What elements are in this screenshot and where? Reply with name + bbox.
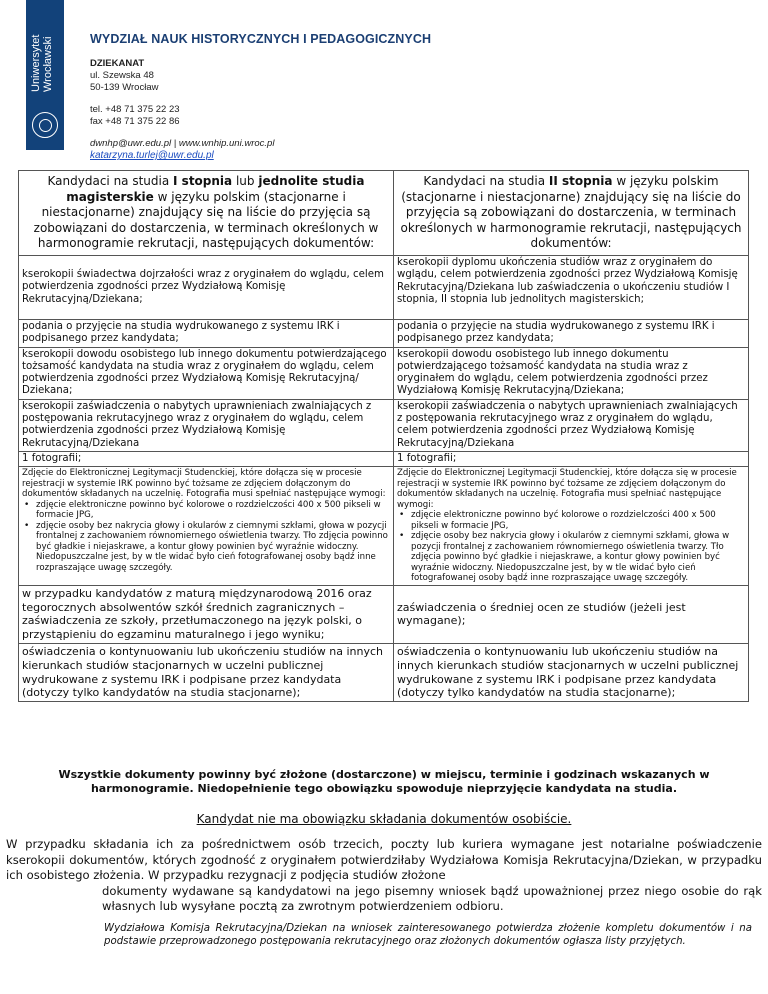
university-seal-icon — [32, 112, 58, 138]
table-cell: w przypadku kandydatów z maturą międzynarodową 2016 oraz tegorocznych absolwentów szkół średnich zagranicznych – zaświadczenia ze szkoły, przetłumaczonego na język polski, o przystąpieniu do egzaminu maturalnego i jego wyniku; — [19, 585, 394, 643]
table-cell: kserokopii dowodu osobistego lub innego dokumentu potwierdzającego tożsamość kandydata na studia wraz z oryginałem do wglądu, celem potwierdzenia zgodności przez Wydziałową Komisję Rekrutacyjną/Dziekana; — [394, 347, 749, 399]
letterhead — [90, 32, 431, 161]
list-item: • zdjęcie osoby bez nakrycia głowy i okularów z ciemnymi szkłami, głowa w pozycji frontalnej z zachowaniem równomiernego oświetlenia twarzy. Tło zdjęcia powinno być gładkie i niejaskrawe, a kontur głowy powinien być wyraźnie widoczny. Niedopuszczalne jest, by w tle widać było cień fotografowanej osoby bądź inne rozpraszające uwagę szczegóły. — [407, 531, 745, 584]
photo-requirements-cell: Zdjęcie do Elektronicznej Legitymacji Studenckiej, które dołącza się w procesie rejestracji w systemie IRK powinno być tożsame ze zdjęciem dołączonym do dokumentów składanych na uczelnię. Fotografia musi spełniać następujące wymogi: • zdjęcie elektroniczne powinno być kolorowe o rozdzielczości 400 x 500 pikseli w formacie JPG, • zdjęcie osoby bez nakrycia głowy i okularów z ciemnymi szkłami, głowa w pozycji frontalnej z zachowaniem równomiernego oświetlenia twarzy. Tło zdjęcia powinno być gładkie i niejaskrawe, a kontur głowy powinien być wyraźnie widoczny. Niedopuszczalne jest, by w tle widać było cień fotografowanej osoby bądź inne rozpraszające uwagę szczegóły. — [394, 467, 749, 586]
table-row — [19, 451, 749, 466]
table-row — [19, 643, 749, 701]
table-row — [19, 399, 749, 451]
table-cell: podania o przyjęcie na studia wydrukowanego z systemu IRK i podpisanego przez kandydata; — [394, 320, 749, 348]
street-address: ul. Szewska 48 — [90, 70, 154, 81]
city-address: 50-139 Wrocław — [90, 82, 159, 93]
table-cell: oświadczenia o kontynuowaniu lub ukończeniu studiów na innych kierunkach studiów stacjonarnych w uczelni publicznej wydrukowane z systemu IRK i podpisane przez kandydata (dotyczy tylko kandydatów na studia stacjonarne); — [394, 643, 749, 701]
table-row — [19, 347, 749, 399]
second-degree-header: Kandydaci na studia II stopnia w języku polskim (stacjonarne i niestacjonarne) znajdujący się na liście do przyjęcia są zobowiązani do dostarczenia, w terminach określonych w harmonogramie rekrutacji, następujących dokumentów: — [394, 171, 749, 256]
table-header-row — [19, 171, 749, 256]
closing-note: Wydziałowa Komisja Rekrutacyjna/Dziekan na wniosek zainteresowanego potwierdza złożenie kompletu dokumentów i na podstawie przeprowadzonego postępowania rekrutacyjnego oraz złożonych dokumentów ogłasza listy przyjętych. — [104, 923, 752, 948]
table-cell: kserokopii dowodu osobistego lub innego dokumentu potwierdzającego tożsamość kandydata na studia wraz z oryginałem do wglądu, celem potwierdzenia zgodności przez Wydziałową Komisję Rekrutacyjną/ Dziekana; — [19, 347, 394, 399]
table-cell: podania o przyjęcie na studia wydrukowanego z systemu IRK i podpisanego przez kandydata; — [19, 320, 394, 348]
email-link[interactable]: katarzyna.turlej@uwr.edu.pl — [90, 150, 214, 161]
table-row — [19, 585, 749, 643]
web-contact: dwnhp@uwr.edu.pl | www.wnhip.uni.wroc.pl — [90, 138, 275, 149]
table-cell: zaświadczenia o średniej ocen ze studiów (jeżeli jest wymagane); — [394, 585, 749, 643]
table-row — [19, 467, 749, 586]
table-row — [19, 320, 749, 348]
phone-number: tel. +48 71 375 22 23 — [90, 104, 180, 115]
fax-number: fax +48 71 375 22 86 — [90, 116, 180, 127]
faculty-name: WYDZIAŁ NAUK HISTORYCZNYCH I PEDAGOGICZNYCH — [90, 32, 432, 46]
table-cell: kserokopii dyplomu ukończenia studiów wraz z oryginałem do wglądu, celem potwierdzenia zgodności przez Wydziałową Komisję Rekrutacyjną/Dziekana lub zaświadczenia o ukończeniu studiów I stopnia, II stopnia lub jednolitych magisterskich; — [394, 256, 749, 320]
university-logo-bar — [26, 0, 64, 150]
table-cell: kserokopii zaświadczenia o nabytych uprawnieniach zwalniających z postępowania rekrutacyjnego wraz z oryginałem do wglądu, celem potwierdzenia zgodności przez Wydziałową Komisję Rekrutacyjną/Dziekana — [394, 399, 749, 451]
third-party-paragraph: W przypadku składania ich za pośrednictwem osób trzecich, poczty lub kuriera wymagane jest notarialne poświadczenie kserokopii dokumentów, których zgodność z oryginałem potwierdziłaby Wydziałowa Komisja Rekrutacyjna/Dziekan, w przypadku ich osobistego złożenia. W przypadku rezygnacji z podjęcia studiów złożone dokumenty wydawane są kandydatowi na jego pisemny wniosek bądź upoważnionej przez niego osobie do rąk własnych lub wysyłane pocztą za zwrotnym potwierdzeniem odbioru. — [6, 837, 762, 913]
table-cell: kserokopii zaświadczenia o nabytych uprawnieniach zwalniających z postępowania rekrutacyjnego wraz z oryginałem do wglądu, celem potwierdzenia zgodności przez Wydziałową Komisję Rekrutacyjną/Dziekana — [19, 399, 394, 451]
list-item: • zdjęcie osoby bez nakrycia głowy i okularów z ciemnymi szkłami, głowa w pozycji frontalnej z zachowaniem równomiernego oświetlenia twarzy. Tło zdjęcia powinno być gładkie i niejaskrawe, a kontur głowy powinien być wyraźnie widoczny. Niedopuszczalne jest, by w tle widać było cień fotografowanej osoby bądź inne rozpraszające uwagę szczegóły. — [32, 521, 390, 574]
table-cell: 1 fotografii; — [19, 451, 394, 466]
table-cell: oświadczenia o kontynuowaniu lub ukończeniu studiów na innych kierunkach studiów stacjonarnych w uczelni publicznej wydrukowane z systemu IRK i podpisane przez kandydata (dotyczy tylko kandydatów na studia stacjonarne); — [19, 643, 394, 701]
submission-notice: Wszystkie dokumenty powinny być złożone (dostarczone) w miejscu, terminie i godzinach wskazanych w harmonogramie. Niedopełnienie tego obowiązku spowoduje nieprzyjęcie kandydata na studia. — [58, 768, 710, 795]
list-item: • zdjęcie elektroniczne powinno być kolorowe o rozdzielczości 400 x 500 pikseli w formacie JPG, — [407, 510, 745, 531]
office-name: DZIEKANAT — [90, 58, 145, 69]
table-row — [19, 256, 749, 320]
table-cell: 1 fotografii; — [394, 451, 749, 466]
no-personal-obligation: Kandydat nie ma obowiązku składania dokumentów osobiście. — [196, 812, 572, 826]
university-name: Uniwersytet Wrocławski — [30, 34, 54, 92]
table-cell: kserokopii świadectwa dojrzałości wraz z oryginałem do wglądu, celem potwierdzenia zgodności przez Wydziałową Komisję Rekrutacyjną/Dziekana; — [19, 256, 394, 320]
first-degree-header: Kandydaci na studia I stopnia lub jednolite studia magisterskie w języku polskim (stacjonarne i niestacjonarne) znajdujący się na liście do przyjęcia są zobowiązani do dostarczenia, w terminach określonych w harmonogramie rekrutacji, następujących dokumentów: — [19, 171, 394, 256]
list-item: • zdjęcie elektroniczne powinno być kolorowe o rozdzielczości 400 x 500 pikseli w formacie JPG, — [32, 500, 390, 521]
photo-requirements-cell: Zdjęcie do Elektronicznej Legitymacji Studenckiej, które dołącza się w procesie rejestracji w systemie IRK powinno być tożsame ze zdjęciem dołączonym do dokumentów składanych na uczelnię. Fotografia musi spełniać następujące wymogi: • zdjęcie elektroniczne powinno być kolorowe o rozdzielczości 400 x 500 pikseli w formacie JPG, • zdjęcie osoby bez nakrycia głowy i okularów z ciemnymi szkłami, głowa w pozycji frontalnej z zachowaniem równomiernego oświetlenia twarzy. Tło zdjęcia powinno być gładkie i niejaskrawe, a kontur głowy powinien być wyraźnie widoczny. Niedopuszczalne jest, by w tle widać było cień fotografowanej osoby bądź inne rozpraszające uwagę szczegóły. — [19, 467, 394, 586]
documents-table — [18, 170, 749, 702]
